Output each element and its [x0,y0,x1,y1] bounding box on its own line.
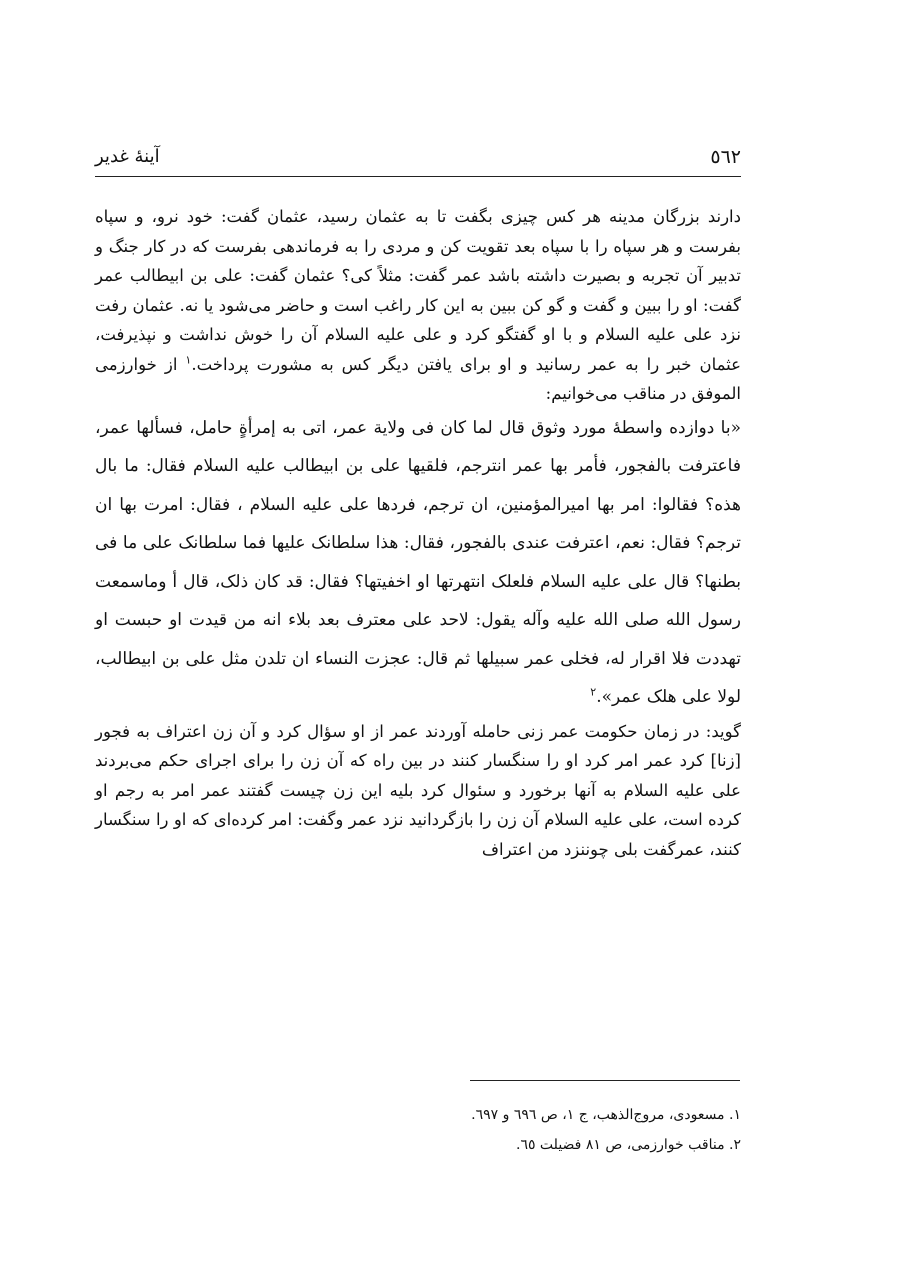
quoted-passage [95,409,741,717]
page-number: ٥٦٢ [710,146,741,168]
paragraph-1-text: دارند بزرگان مدینه هر کس چیزی بگفت تا به عثمان رسید، عثمان گفت: خود نرو، و سپاه بفرست و هر سپاه را با سپاه بعد تقویت کن و مردی را به فرماندهی بفرست که در کار جنگ و تدبیر آن تجربه و بصیرت داشته باشد عمر گفت: مثلاً کی؟ عثمان گفت: علی بن ابیطالب عمر گفت: او را ببین و گفت و گو کن ببین به این کار راغب است و حاضر می‌شود یا نه. عثمان رفت نزد علی عليه السلام و با او گفتگو کرد و علی عليه السلام آن را خوش نداشت و نپذیرفت، عثمان خبر را به عمر رسانید و او برای یافتن دیگر کس به مشورت پرداخت. [95,207,741,374]
footnote-ref-2: ۲ [590,685,597,699]
footnote-1: ۱. مسعودی، مروج‌الذهب، ج ۱، ص ٦٩٦ و ٦٩٧. [471,1107,741,1123]
paragraph-1 [95,202,741,409]
paragraph-2: گوید: در زمان حکومت عمر زنی حامله آوردند عمر از او سؤال کرد و آن زن اعتراف به فجور [زنا] کرد عمر امر کرد او را سنگسار کنند در بین راه که آن زن را برای اجرای حکم می‌بردند علی عليه السلام به آنها برخورد و سئوال کرد بلیه این زن چیست گفتند عمر امر به رجم او کرده است، علی عليه السلام آن زن را بازگردانید نزد عمر وگفت: امر کرده‌ای که او را سنگسار کنند، عمرگفت بلی چوننزد من اعتراف [95,721,741,859]
body-text [95,202,741,864]
footnote-ref-1: ۱ [185,353,192,366]
footnote-2: ۲. مناقب خوارزمی، ص ۸۱ فضیلت ٦٥. [515,1137,741,1153]
document-page [95,140,741,1240]
quote-text: «با دوازده واسطهٔ مورد وثوق قال لما کان فی ولایة عمر، اتی به إمرأةٍ حامل، فسألها عمر، فاعترفت بالفجور، فأمر بها عمر انترجم، فلقیها علی بن ابیطالب عليه السلام فقال: ما بال هذه؟ فقالوا: امر بها امیرالمؤمنین، ان ترجم، فردها علی عليه السلام ، فقال: امرت بها ان ترجم؟ فقال: نعم، اعترفت عندی بالفجور، فقال: هذا سلطانک علیها فما سلطانک علی ما فی بطنها؟ قال علی عليه السلام فلعلک انتهرتها او اخفیتها؟ فقال: قد کان ذلک، قال أ وماسمعت رسول الله صلى الله عليه وآله يقول: لاحد علی معترف بعد بلاء انه من قیدت او حبست او تهددت فلا اقرار له، فخلی عمر سبیلها ثم قال: عجزت النساء ان تلدن مثل علی بن ابیطالب، لولا علی هلک عمر». [95,417,741,707]
book-title: آینهٔ غدیر [95,146,160,167]
footnote-divider [470,1080,740,1081]
paragraph-1-tail: از خوارزمی الموفق در مناقب می‌خوانیم: [95,354,741,403]
footnotes [95,1100,741,1160]
page-header [95,140,741,177]
